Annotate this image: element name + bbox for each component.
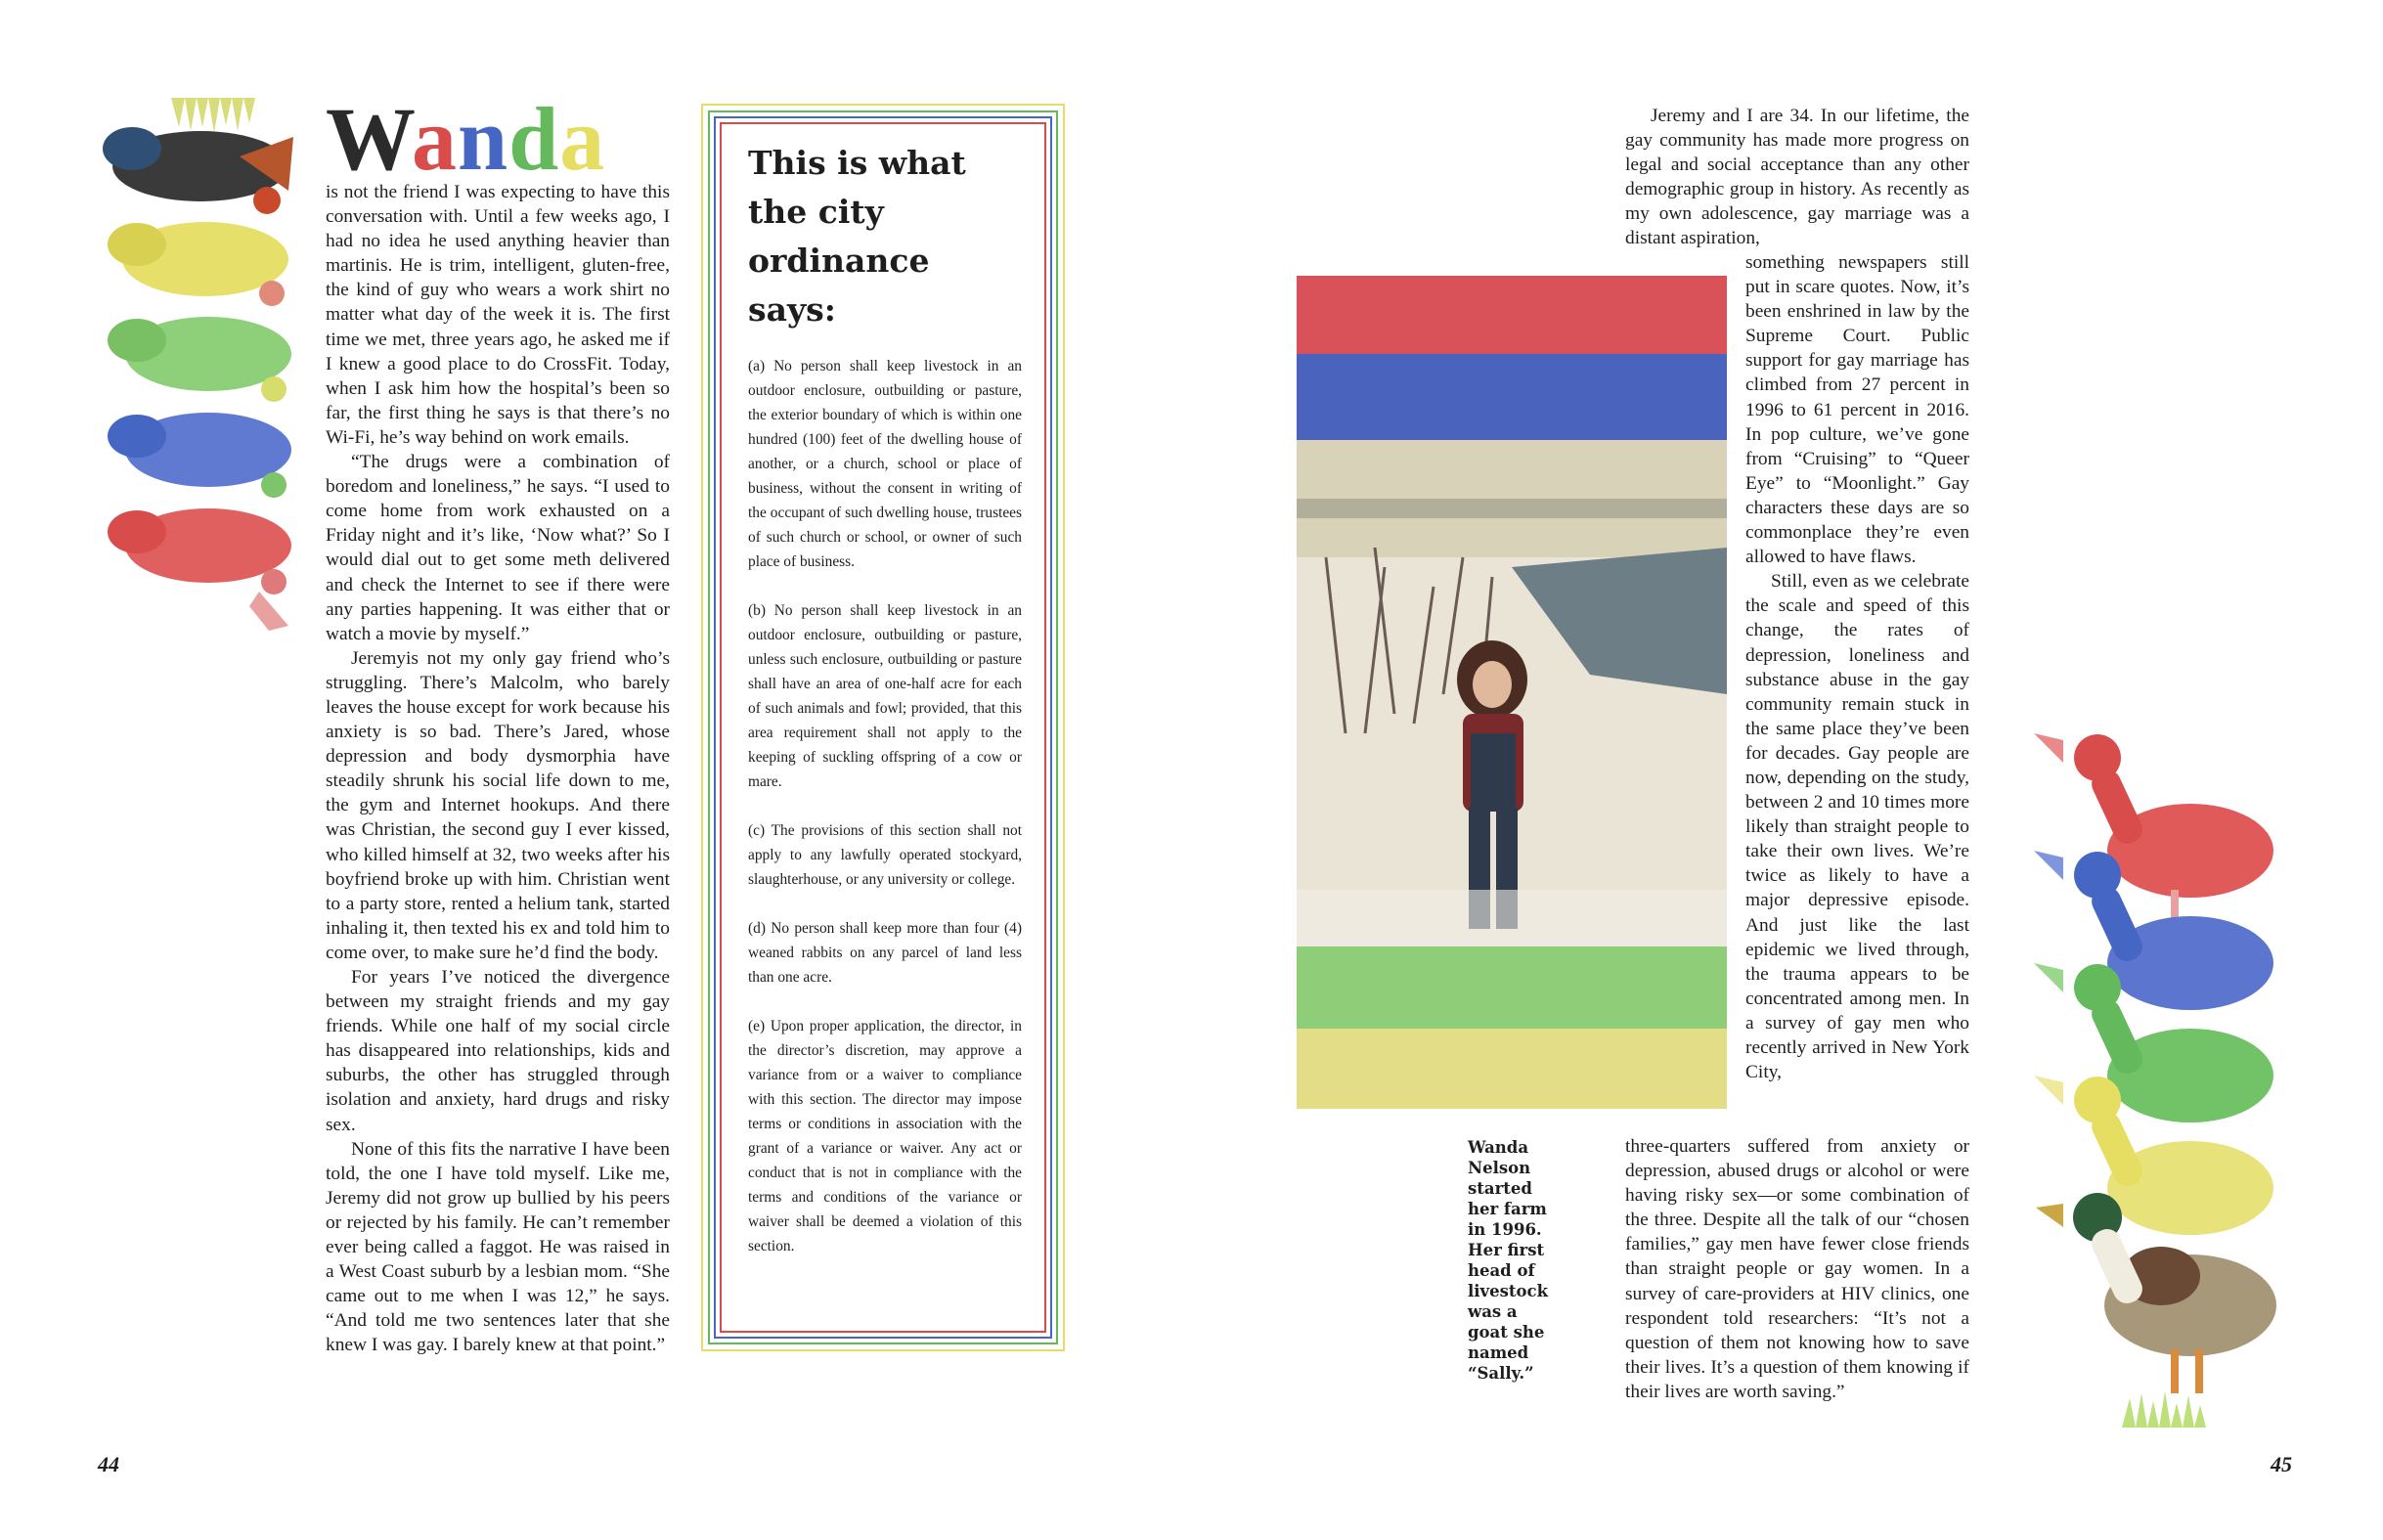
left-body-text [326, 180, 670, 1358]
ordinance-item: (c) The provisions of this section shall not apply to any lawfully operated stockyard, slaughterhouse, or any university or college. [748, 822, 1022, 888]
stacked-ducks-illustration [2024, 728, 2298, 1428]
rooster-blue [108, 413, 291, 498]
ordinance-item: (a) No person shall keep livestock in an outdoor enclosure, outbuilding or pasture, the exterior boundary of which is within one hundred (100) feet of the dwelling house of another, or a church, school or place of business, without the consent in writing of the occupant of such dwelling house, trustees of such church or school, or owner of such place of business. [748, 358, 1022, 570]
ordinance-item: (d) No person shall keep more than four (4) weaned rabbits on any parcel of land less than one acre. [748, 920, 1022, 986]
grass-icon [2122, 1391, 2206, 1428]
blue-stripe [1297, 354, 1727, 440]
duck-red [2034, 733, 2273, 929]
wanda-title [326, 89, 670, 189]
rooster-yellow [108, 222, 288, 306]
right-text-top [1625, 104, 1969, 251]
red-stripe [1297, 276, 1727, 354]
paragraph: something newspapers still put in scare quotes. Now, it’s been enshrined in law by the Supreme Court. Public support for gay marriage has climbed from 27 percent in 1996 to 61 percent in 2016. In pop culture, we’ve gone from “Cruising” to “Queer Eye” to “Moonlight.” Gay characters these days are so commonplace they’re even allowed to have flaws. [1745, 252, 1969, 568]
left-article-column [326, 89, 670, 1358]
green-stripe [1297, 946, 1727, 1029]
paragraph: Jeremyis not my only gay friend who’s struggling. There’s Malcolm, who barely leaves the house except for work because his anxiety is so bad. There’s Jared, whose depression and body dysmorphia have steadily shrunk his social life down to me, the gym and Internet hookups. And there was Christian, the second guy I ever kissed, who killed himself at 32, two weeks after his boyfriend broke up with him. Christian went to a party store, rented a helium tank, started inhaling it, then texted his ex and told him to come over, to make sure he’d find the body. [326, 647, 670, 963]
yellow-stripe [1297, 1029, 1727, 1109]
sidebar-heading: This is what the city ordinance says: [748, 144, 966, 329]
rooster-black [103, 127, 293, 214]
rooster-green [108, 317, 291, 402]
paragraph: For years I’ve noticed the divergence between my straight friends and my gay friends. While one half of my social circle has disappeared into relationships, kids and suburbs, the other has struggled through isolation and anxiety, hard drugs and risky sex. [326, 967, 670, 1135]
ordinance-item: (b) No person shall keep livestock in an outdoor enclosure, outbuilding or pasture, unless such enclosure, outbuilding or pasture shall have an area of one-half acre for each of such animals and fowl; provided, that this area requirement shall not apply to the keeping of suckling offspring of a cow or mare. [748, 602, 1022, 790]
rooster-red [108, 508, 291, 631]
right-text-narrow [1745, 250, 1969, 1084]
title-letter: a [559, 89, 606, 189]
photo-scene [1297, 440, 1727, 946]
paragraph: Still, even as we celebrate the scale and speed of this change, the rates of depression, loneliness and substance abuse in the gay community remain stuck in the same place they’ve been for decades. Gay people are now, depending on the study, between 2 and 10 times more likely than straight people to take their own lives. We’re twice as likely to have a major depressive episode. And just like the last epidemic we lived through, the trauma appears to be concentrated among men. In a survey of gay men who recently arrived in New York City, [1745, 571, 1969, 1083]
right-text-bottom [1625, 1134, 1969, 1404]
paragraph: “The drugs were a combination of boredom and loneliness,” he says. “I used to come home from work exhausted on a Friday night and it’s like, ‘Now what?’ So I would dial out to get some meth delivered and check the Internet to see if there were any parties happening. It was either that or watch a movie by myself.” [326, 452, 670, 644]
page-number-right: 45 [2271, 1452, 2292, 1476]
grass-icon [171, 98, 255, 133]
paragraph: is not the friend I was expecting to have this conversation with. Until a few weeks ago, I had no idea he used anything heavier than martinis. He is trim, intelligent, gluten-free, the kind of guy who wears a work shirt no matter what day of the week it is. The first time we met, three years ago, he asked me if I knew a good place to do CrossFit. Today, when I ask him how the hospital’s been so far, the first thing he says is that there’s no Wi-Fi, he’s way behind on work emails. [326, 182, 670, 448]
ordinance-item: (e) Upon proper application, the director, in the director’s discretion, may approve a variance from or a waiver to compliance with this section. The director may impose terms or conditions in association with the grant of a variance or waiver. Any act or conduct that is not in compliance with the terms and conditions of the variance or waiver shall be deemed a violation of this section. [748, 1018, 1022, 1254]
photo-caption: Wanda Nelson started her farm in 1996. Her first head of livestock was a goat she named “Sally.” [1468, 1138, 1549, 1383]
stacked-roosters-illustration [93, 98, 303, 631]
ordinance-sidebar [701, 104, 1065, 1351]
title-letter: a [411, 89, 458, 189]
paragraph: Jeremy and I are 34. In our lifetime, the gay community has made more progress on legal and social acceptance than any other demographic group in history. As recently as my own adolescence, gay marriage was a distant aspiration, [1625, 106, 1969, 249]
title-letter: W [326, 89, 412, 189]
page-number-left: 44 [98, 1452, 119, 1476]
woman-in-snow-photo [1297, 276, 1727, 1109]
title-letter: d [508, 89, 560, 189]
paragraph: three-quarters suffered from anxiety or depression, abused drugs or alcohol or were having risky sex—or some combination of the three. Despite all the talk of our “chosen families,” gay men have fewer close friends than straight people or gay women. In a survey of care-providers at HIV clinics, one respondent told researchers: “It’s not a question of them not knowing how to save their lives. It’s a question of them knowing if their lives are worth saving.” [1625, 1136, 1969, 1402]
paragraph: None of this fits the narrative I have been told, the one I have told myself. Like me, Jeremy did not grow up bullied by his peers or rejected by his family. He can’t remember ever being called a faggot. He was raised in a West Coast suburb by a lesbian mom. “She came out to me when I was 12,” he says. “And told me two sentences later that she knew I was gay. I barely knew at that point.” [326, 1138, 670, 1356]
title-letter: n [457, 89, 509, 189]
